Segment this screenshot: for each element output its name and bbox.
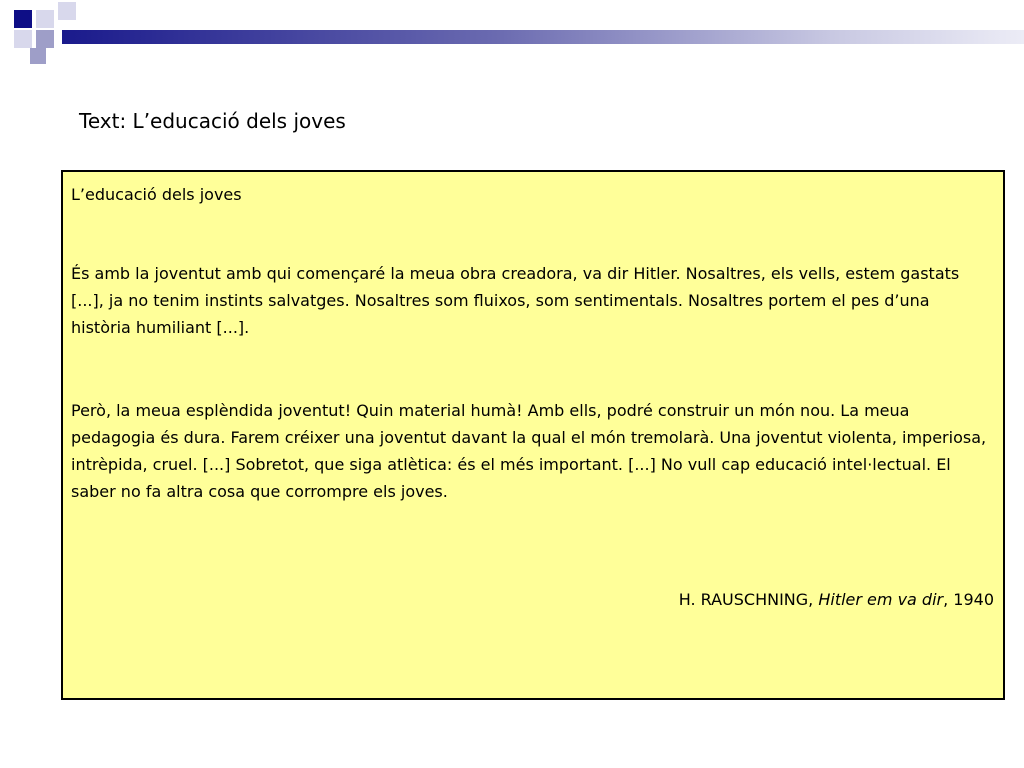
decorative-square <box>14 10 32 28</box>
decorative-gradient-bar <box>62 30 1024 44</box>
quote-heading: L’educació dels joves <box>71 185 242 204</box>
decorative-square <box>30 48 46 64</box>
quote-box <box>61 170 1005 700</box>
decorative-square <box>36 10 54 28</box>
attribution-author: H. RAUSCHNING, <box>678 590 814 609</box>
decorative-square <box>14 30 32 48</box>
attribution-year: , 1940 <box>943 590 994 609</box>
attribution-work: Hitler em va dir <box>818 590 944 609</box>
slide-title: Text: L’educació dels joves <box>79 109 346 133</box>
decorative-header <box>0 0 1024 70</box>
decorative-square <box>36 30 54 48</box>
decorative-square <box>58 2 76 20</box>
quote-paragraph-1: És amb la joventut amb qui començaré la meua obra creadora, va dir Hitler. Nosaltres, els vells, estem gastats [...], ja no tenim instints salvatges. Nosaltres som fluixos, som sentimentals. Nosaltres portem el pes d’una història humiliant [...]. <box>71 264 960 337</box>
attribution <box>679 590 994 609</box>
quote-paragraph-2: Però, la meua esplèndida joventut! Quin material humà! Amb ells, podré construir un món nou. La meua pedagogia és dura. Farem créixer una joventut davant la qual el món tremolarà. Una joventut violenta, imperiosa, intrèpida, cruel. [...] Sobretot, que siga atlètica: és el més important. [...] No vull cap educació intel·lectual. El saber no fa altra cosa que corrompre els joves. <box>71 401 987 501</box>
